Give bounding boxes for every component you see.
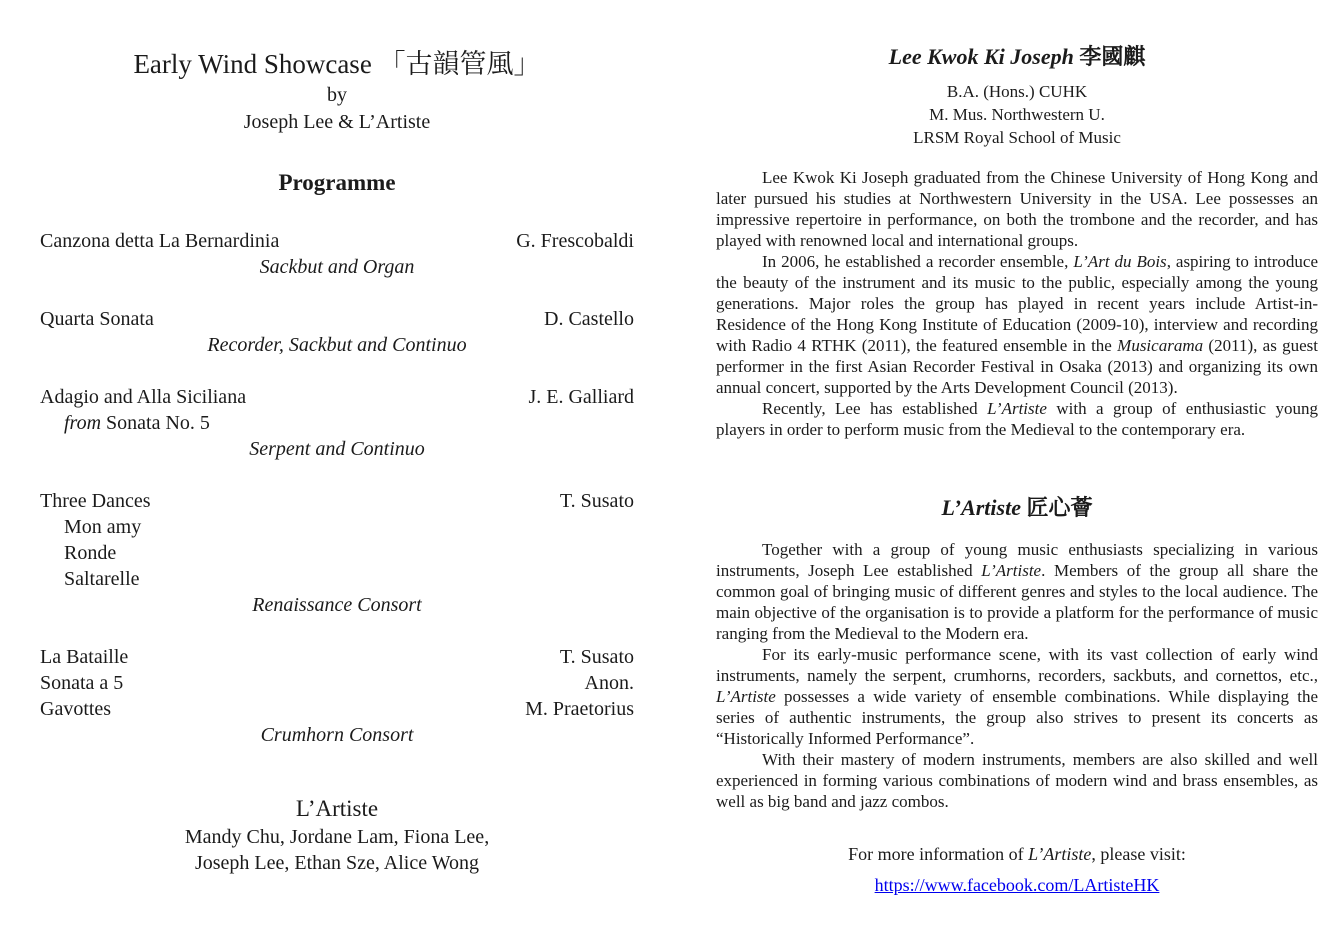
ensemble-label: Sackbut and Organ bbox=[259, 256, 415, 278]
piece-row bbox=[40, 306, 634, 332]
movement-item: Ronde bbox=[64, 542, 117, 564]
members-line: Joseph Lee, Ethan Sze, Alice Wong bbox=[194, 852, 480, 874]
piece-title: Three Dances bbox=[40, 490, 151, 512]
group-paragraph: With their mastery of modern instruments, members are also skilled and well experienced in forming various combinations of modern wind and brass ensembles, as well as big band and jazz combos. bbox=[716, 750, 1318, 811]
programme-item bbox=[40, 306, 634, 358]
performers-byline: Joseph Lee & L’Artiste bbox=[243, 111, 431, 133]
ensemble-name: L’Artiste bbox=[295, 796, 379, 821]
group-paragraph: Together with a group of young music enthusiasts specializing in various instruments, Joseph Lee established L’Artiste. Members of the group all share the common goal of bringing music of different genres and styles to the local audience. The main objective of the organisation is to provide a platform for the performance of music ranging from the Medieval to the Modern era. bbox=[716, 540, 1318, 643]
ensemble-label: Recorder, Sackbut and Continuo bbox=[207, 334, 467, 356]
composer-name: M. Praetorius bbox=[525, 698, 634, 720]
piece-title: Gavottes bbox=[40, 698, 112, 720]
programme-list bbox=[40, 228, 634, 774]
programme-item bbox=[40, 384, 634, 462]
credential-line: B.A. (Hons.) CUHK bbox=[946, 82, 1088, 101]
programme-heading: Programme bbox=[278, 170, 396, 195]
facebook-link[interactable]: https://www.facebook.com/LArtisteHK bbox=[874, 875, 1160, 895]
footer-note: For more information of L’Artiste, please visit: bbox=[848, 844, 1186, 864]
movement-item: Mon amy bbox=[64, 516, 142, 538]
piece-row bbox=[40, 228, 634, 254]
piece-row bbox=[40, 384, 634, 410]
piece-title: Adagio and Alla Siciliana bbox=[40, 386, 247, 408]
programme-item bbox=[40, 644, 634, 748]
composer-name: D. Castello bbox=[544, 308, 634, 330]
by-label: by bbox=[327, 84, 347, 106]
group-paragraph: For its early-music performance scene, with its vast collection of early wind instruments, namely the serpent, crumhorns, recorders, sackbuts, and cornettos, etc., L’Artiste possesses a wide variety of ensemble combinations. While displaying the series of authentic instruments, the group also strives to present its concerts as “Historically Informed Performance”. bbox=[716, 645, 1318, 748]
concert-title-block bbox=[40, 46, 634, 136]
ensemble-label: Renaissance Consort bbox=[252, 594, 422, 616]
group-body bbox=[716, 539, 1318, 812]
piece-row bbox=[40, 644, 634, 670]
piece-title: La Bataille bbox=[40, 646, 129, 668]
piece-subtitle: from Sonata No. 5 bbox=[64, 412, 210, 434]
piece-row bbox=[40, 488, 634, 514]
footer-block bbox=[716, 842, 1318, 897]
bio-paragraph: In 2006, he established a recorder ensemble, L’Art du Bois, aspiring to introduce the beauty of the instrument and its music to the public, especially among the young generations. Major roles the group has played in recent years include Artist-in-Residence of the Hong Kong Institute of Education (2009-10), interview and recording with Radio 4 RTHK (2011), the featured ensemble in the Musicarama (2011), as guest performer in the first Asian Recorder Festival in Osaka (2013) and organizing its own annual concert, supported by the Arts Development Council (2013). bbox=[716, 252, 1319, 397]
credential-line: M. Mus. Northwestern U. bbox=[929, 105, 1105, 124]
members-line: Mandy Chu, Jordane Lam, Fiona Lee, bbox=[184, 826, 490, 848]
credential-line: LRSM Royal School of Music bbox=[913, 128, 1121, 147]
programme-item bbox=[40, 228, 634, 280]
concert-title: Early Wind Showcase 「古韻管風」 bbox=[133, 49, 541, 79]
group-heading: L’Artiste 匠心薈 bbox=[941, 495, 1093, 520]
bio-heading: Lee Kwok Ki Joseph 李國麒 bbox=[888, 44, 1146, 69]
composer-name: T. Susato bbox=[559, 490, 634, 512]
bio-body bbox=[716, 167, 1318, 440]
bio-paragraph: Lee Kwok Ki Joseph graduated from the Chinese University of Hong Kong and later pursued his studies at Northwestern University in the USA. Lee possesses an impressive repertoire in performance, on both the trombone and the recorder, and has played with renowned local and international groups. bbox=[716, 168, 1318, 250]
bio-paragraph: Recently, Lee has established L’Artiste with a group of enthusiastic young players in order to perform music from the Medieval to the contemporary era. bbox=[716, 399, 1318, 439]
composer-name: Anon. bbox=[584, 672, 634, 694]
composer-name: T. Susato bbox=[559, 646, 634, 668]
piece-row bbox=[40, 696, 634, 722]
composer-name: J. E. Galliard bbox=[528, 386, 634, 408]
piece-row bbox=[40, 670, 634, 696]
piece-title: Canzona detta La Bernardinia bbox=[40, 230, 280, 252]
movement-item: Saltarelle bbox=[64, 568, 140, 590]
credentials-block bbox=[716, 80, 1318, 149]
programme-item bbox=[40, 488, 634, 618]
piece-title: Quarta Sonata bbox=[40, 308, 154, 330]
ensemble-label: Serpent and Continuo bbox=[249, 438, 425, 460]
ensemble-credit-block bbox=[40, 793, 634, 876]
piece-title: Sonata a 5 bbox=[40, 672, 124, 694]
ensemble-label: Crumhorn Consort bbox=[260, 724, 414, 746]
composer-name: G. Frescobaldi bbox=[516, 230, 634, 252]
